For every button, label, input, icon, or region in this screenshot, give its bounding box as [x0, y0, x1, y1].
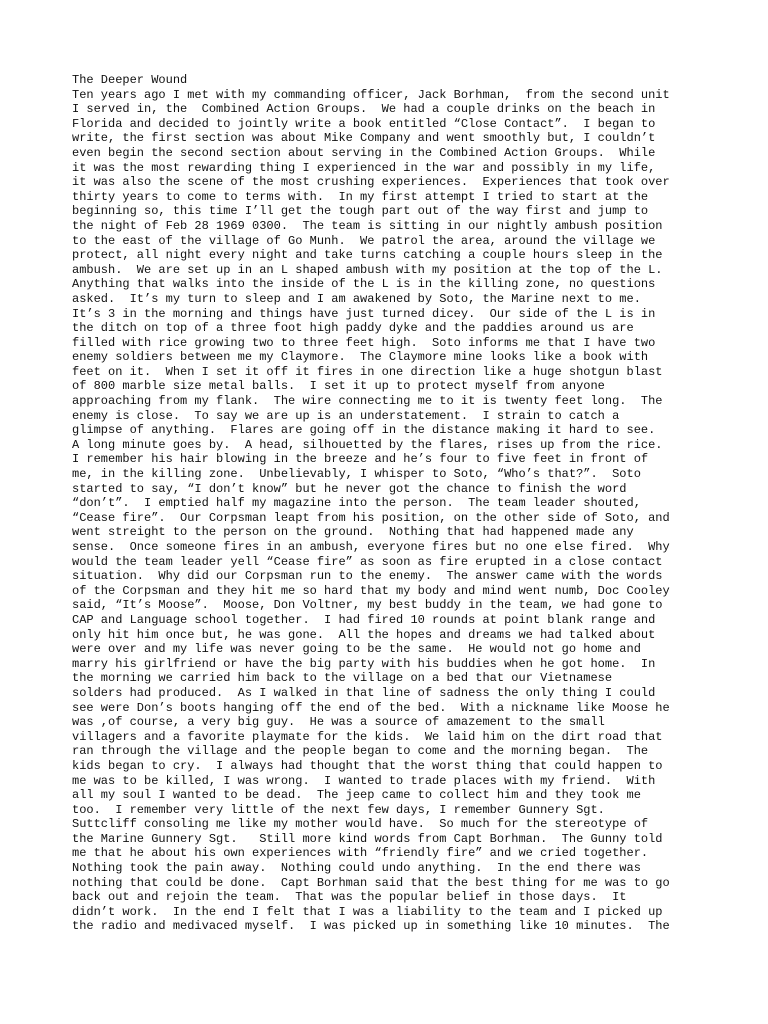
text-line: the night of Feb 28 1969 0300. The team is sitting in our nightly ambush position [72, 218, 663, 233]
text-line: marry his girlfriend or have the big party with his buddies when he got home. In [72, 656, 656, 671]
text-line: solders had produced. As I walked in that line of sadness the only thing I could [72, 685, 656, 700]
text-line: it was also the scene of the most crushing experiences. Experiences that took over [72, 175, 670, 190]
text-line: even begin the second section about serving in the Combined Action Groups. While [72, 145, 656, 160]
text-line: nothing that could be done. Capt Borhman said that the best thing for me was to go [72, 875, 670, 890]
text-line: didn’t work. In the end I felt that I was a liability to the team and I picked up [72, 904, 663, 919]
text-line: went streight to the person on the ground. Nothing that had happened made any [72, 525, 634, 540]
text-line: feet on it. When I set it off it fires in one direction like a huge shotgun blast [72, 364, 663, 379]
document-body [72, 73, 712, 934]
text-line: the Marine Gunnery Sgt. Still more kind words from Capt Borhman. The Gunny told [72, 831, 663, 846]
text-line: “don’t”. I emptied half my magazine into the person. The team leader shouted, [72, 496, 641, 511]
text-line: said, “It’s Moose”. Moose, Don Voltner, my best buddy in the team, we had gone to [72, 598, 663, 613]
text-line: kids began to cry. I always had thought that the worst thing that could happen to [72, 758, 663, 773]
text-line: Ten years ago I met with my commanding officer, Jack Borhman, from the second unit [72, 87, 670, 102]
text-line: too. I remember very little of the next few days, I remember Gunnery Sgt. [72, 802, 605, 817]
text-line: the radio and medivaced myself. I was picked up in something like 10 minutes. The [72, 919, 670, 934]
text-line: would the team leader yell “Cease fire” as soon as fire erupted in a close contact [72, 554, 663, 569]
text-line: me that he about his own experiences with “friendly fire” and we cried together. [72, 846, 649, 861]
text-line: the ditch on top of a three foot high paddy dyke and the paddies around us are [72, 321, 634, 336]
text-line: beginning so, this time I’ll get the tough part out of the way first and jump to [72, 204, 649, 219]
text-line: of the Corpsman and they hit me so hard that my body and mind went numb, Doc Cooley [72, 583, 670, 598]
text-line: filled with rice growing two to three feet high. Soto informs me that I have two [72, 335, 656, 350]
text-line: It’s 3 in the morning and things have just turned dicey. Our side of the L is in [72, 306, 656, 321]
document-title: The Deeper Wound [72, 73, 188, 87]
text-line: the morning we carried him back to the village on a bed that our Vietnamese [72, 671, 613, 686]
text-line: thirty years to come to terms with. In my first attempt I tried to start at the [72, 189, 649, 204]
text-line: was ,of course, a very big guy. He was a source of amazement to the small [72, 715, 605, 730]
text-line: of 800 marble size metal balls. I set it up to protect myself from anyone [72, 379, 605, 394]
text-line: “Cease fire”. Our Corpsman leapt from his position, on the other side of Soto, and [72, 510, 670, 525]
text-line: it was the most rewarding thing I experienced in the war and possibly in my life, [72, 160, 656, 175]
text-line: to the east of the village of Go Munh. We patrol the area, around the village we [72, 233, 656, 248]
text-line: villagers and a favorite playmate for the kids. We laid him on the dirt road that [72, 729, 663, 744]
text-line: asked. It’s my turn to sleep and I am awakened by Soto, the Marine next to me. [72, 291, 641, 306]
text-line: me was to be killed, I was wrong. I wanted to trade places with my friend. With [72, 773, 656, 788]
text-line: A long minute goes by. A head, silhouetted by the flares, rises up from the rice. [72, 437, 663, 452]
text-line: only hit him once but, he was gone. All the hopes and dreams we had talked about [72, 627, 656, 642]
text-line: protect, all night every night and take turns catching a couple hours sleep in the [72, 248, 663, 263]
text-line: Anything that walks into the inside of the L is in the killing zone, no questions [72, 277, 656, 292]
text-line: Suttcliff consoling me like my mother would have. So much for the stereotype of [72, 817, 649, 832]
text-line: enemy soldiers between me my Claymore. The Claymore mine looks like a book with [72, 350, 649, 365]
text-line: see were Don’s boots hanging off the end of the bed. With a nickname like Moose he [72, 700, 670, 715]
text-line: Florida and decided to jointly write a book entitled “Close Contact”. I began to [72, 116, 656, 131]
text-line: all my soul I wanted to be dead. The jeep came to collect him and they took me [72, 788, 641, 803]
text-line: CAP and Language school together. I had fired 10 rounds at point blank range and [72, 612, 656, 627]
text-line: I remember his hair blowing in the breeze and he’s four to five feet in front of [72, 452, 649, 467]
document-text [72, 88, 712, 934]
text-line: started to say, “I don’t know” but he never got the chance to finish the word [72, 481, 627, 496]
text-line: situation. Why did our Corpsman run to the enemy. The answer came with the words [72, 569, 663, 584]
text-line: were over and my life was never going to be the same. He would not go home and [72, 642, 641, 657]
text-line: write, the first section was about Mike Company and went smoothly but, I couldn’t [72, 131, 656, 146]
text-line: Nothing took the pain away. Nothing could undo anything. In the end there was [72, 861, 641, 876]
text-line: approaching from my flank. The wire connecting me to it is twenty feet long. The [72, 394, 663, 409]
text-line: ran through the village and the people began to come and the morning began. The [72, 744, 649, 759]
text-line: ambush. We are set up in an L shaped ambush with my position at the top of the L. [72, 262, 663, 277]
text-line: me, in the killing zone. Unbelievably, I whisper to Soto, “Who’s that?”. Soto [72, 467, 641, 482]
text-line: sense. Once someone fires in an ambush, everyone fires but no one else fired. Why [72, 540, 670, 554]
text-line: I served in, the Combined Action Groups. We had a couple drinks on the beach in [72, 102, 656, 117]
text-line: glimpse of anything. Flares are going off in the distance making it hard to see. [72, 423, 656, 438]
text-line: enemy is close. To say we are up is an understatement. I strain to catch a [72, 408, 620, 423]
text-line: back out and rejoin the team. That was the popular belief in those days. It [72, 890, 627, 905]
